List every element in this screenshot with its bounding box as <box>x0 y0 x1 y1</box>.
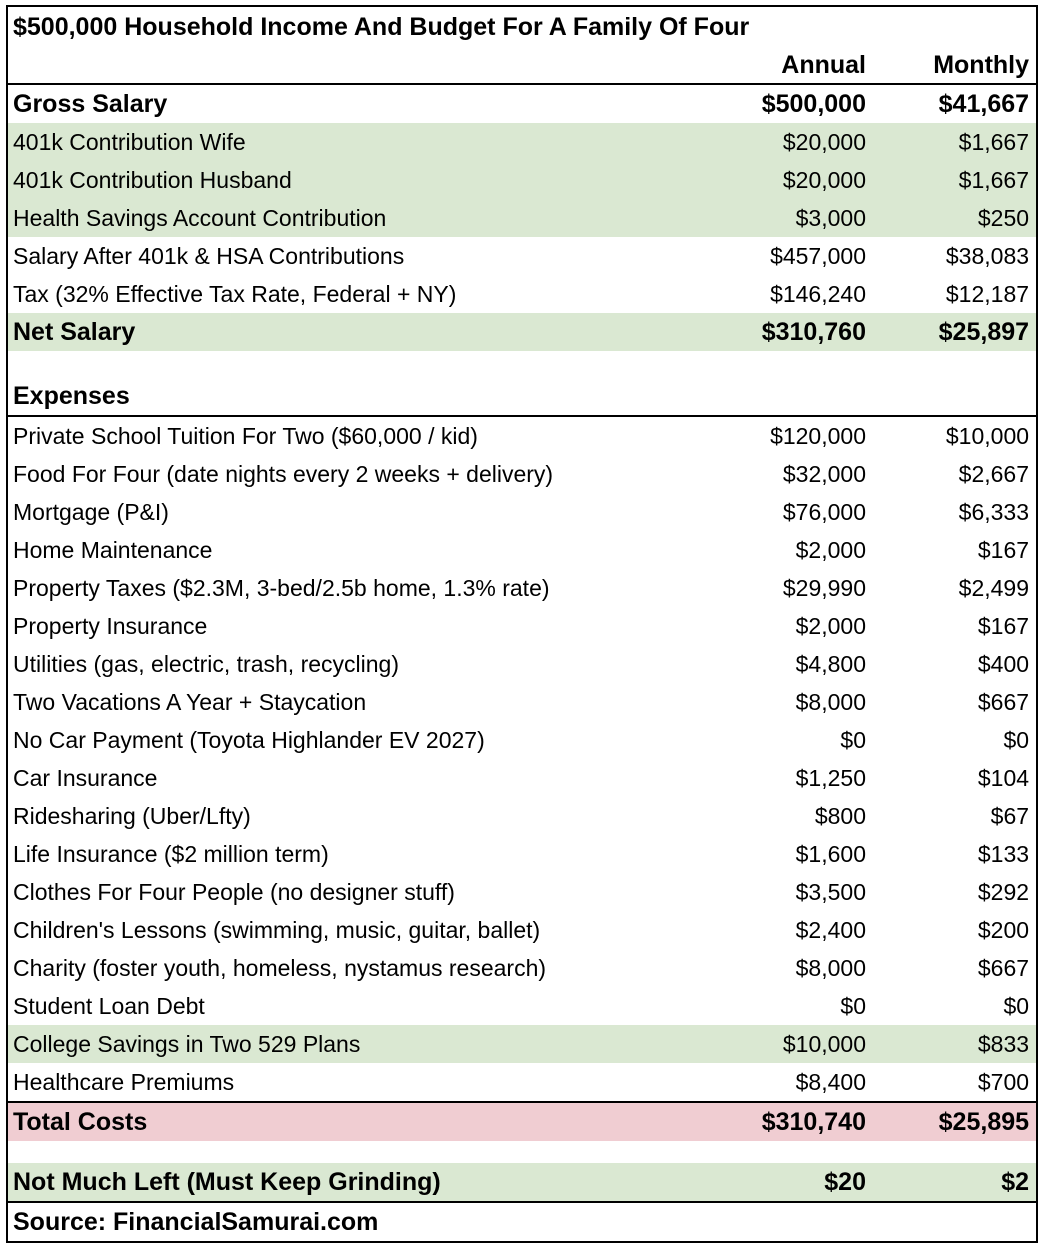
section-heading-annual <box>709 377 873 416</box>
section-heading-label: Expenses <box>7 377 709 416</box>
table-title-row <box>7 6 1037 47</box>
spacer-row <box>7 1141 1037 1163</box>
table-row <box>7 275 1037 313</box>
table-row <box>7 1063 1037 1102</box>
column-header-row <box>7 47 1037 84</box>
table-row-net-salary <box>7 313 1037 351</box>
row-label: Children's Lessons (swimming, music, guitar, ballet) <box>7 911 709 949</box>
row-label: Net Salary <box>7 313 709 351</box>
row-label: Private School Tuition For Two ($60,000 / kid) <box>7 416 709 455</box>
row-label: Tax (32% Effective Tax Rate, Federal + NY) <box>7 275 709 313</box>
row-monthly-value: $1,667 <box>873 161 1037 199</box>
row-annual-value: $2,400 <box>709 911 873 949</box>
row-label: Ridesharing (Uber/Lfty) <box>7 797 709 835</box>
row-annual-value: $146,240 <box>709 275 873 313</box>
page-title: $500,000 Household Income And Budget For A Family Of Four <box>7 6 1037 47</box>
table-row <box>7 607 1037 645</box>
row-monthly-value: $41,667 <box>873 84 1037 123</box>
row-label: Property Insurance <box>7 607 709 645</box>
row-monthly-value: $833 <box>873 1025 1037 1063</box>
row-annual-value: $500,000 <box>709 84 873 123</box>
row-label: Food For Four (date nights every 2 weeks + delivery) <box>7 455 709 493</box>
row-monthly-value: $25,895 <box>873 1102 1037 1141</box>
row-monthly-value: $25,897 <box>873 313 1037 351</box>
row-annual-value: $1,600 <box>709 835 873 873</box>
section-heading-monthly <box>873 377 1037 416</box>
row-monthly-value: $250 <box>873 199 1037 237</box>
row-annual-value: $8,000 <box>709 949 873 987</box>
row-label: Property Taxes ($2.3M, 3-bed/2.5b home, 1.3% rate) <box>7 569 709 607</box>
row-label: College Savings in Two 529 Plans <box>7 1025 709 1063</box>
row-annual-value: $20 <box>709 1163 873 1202</box>
spacer-cell <box>7 351 709 377</box>
spacer-cell <box>873 351 1037 377</box>
row-monthly-value: $700 <box>873 1063 1037 1102</box>
row-label: Salary After 401k & HSA Contributions <box>7 237 709 275</box>
row-label: Not Much Left (Must Keep Grinding) <box>7 1163 709 1202</box>
spacer-cell <box>709 1141 873 1163</box>
table-row <box>7 911 1037 949</box>
spacer-cell <box>7 1141 709 1163</box>
household-budget-table <box>6 5 1038 1243</box>
row-monthly-value: $2 <box>873 1163 1037 1202</box>
column-header-label <box>7 47 709 84</box>
column-header-annual: Annual <box>709 47 873 84</box>
row-monthly-value: $2,667 <box>873 455 1037 493</box>
row-annual-value: $3,000 <box>709 199 873 237</box>
row-label: 401k Contribution Husband <box>7 161 709 199</box>
table-row <box>7 835 1037 873</box>
table-row <box>7 493 1037 531</box>
table-row <box>7 645 1037 683</box>
row-label: 401k Contribution Wife <box>7 123 709 161</box>
table-row <box>7 759 1037 797</box>
row-annual-value: $0 <box>709 987 873 1025</box>
row-annual-value: $310,740 <box>709 1102 873 1141</box>
row-annual-value: $32,000 <box>709 455 873 493</box>
row-monthly-value: $167 <box>873 531 1037 569</box>
row-monthly-value: $2,499 <box>873 569 1037 607</box>
row-annual-value: $20,000 <box>709 161 873 199</box>
row-monthly-value: $6,333 <box>873 493 1037 531</box>
table-row-source <box>7 1202 1037 1242</box>
table-row <box>7 199 1037 237</box>
table-row <box>7 569 1037 607</box>
row-label: Utilities (gas, electric, trash, recycling) <box>7 645 709 683</box>
row-monthly-value: $133 <box>873 835 1037 873</box>
row-monthly-value: $0 <box>873 987 1037 1025</box>
table-row <box>7 237 1037 275</box>
row-label: Gross Salary <box>7 84 709 123</box>
source-attribution: Source: FinancialSamurai.com <box>7 1202 1037 1242</box>
row-label: Car Insurance <box>7 759 709 797</box>
row-annual-value: $2,000 <box>709 531 873 569</box>
row-annual-value: $1,250 <box>709 759 873 797</box>
row-monthly-value: $167 <box>873 607 1037 645</box>
table-row <box>7 797 1037 835</box>
table-row <box>7 123 1037 161</box>
row-label: Total Costs <box>7 1102 709 1141</box>
row-label: Two Vacations A Year + Staycation <box>7 683 709 721</box>
table-row <box>7 531 1037 569</box>
row-annual-value: $20,000 <box>709 123 873 161</box>
row-monthly-value: $400 <box>873 645 1037 683</box>
table-row <box>7 161 1037 199</box>
row-monthly-value: $12,187 <box>873 275 1037 313</box>
row-label: Charity (foster youth, homeless, nystamus research) <box>7 949 709 987</box>
table-row <box>7 949 1037 987</box>
row-annual-value: $4,800 <box>709 645 873 683</box>
row-label: Home Maintenance <box>7 531 709 569</box>
table-row <box>7 873 1037 911</box>
row-label: Student Loan Debt <box>7 987 709 1025</box>
row-label: Healthcare Premiums <box>7 1063 709 1102</box>
section-heading-expenses <box>7 377 1037 416</box>
spacer-cell <box>709 351 873 377</box>
row-label: Life Insurance ($2 million term) <box>7 835 709 873</box>
row-annual-value: $457,000 <box>709 237 873 275</box>
row-annual-value: $0 <box>709 721 873 759</box>
row-monthly-value: $38,083 <box>873 237 1037 275</box>
row-label: Health Savings Account Contribution <box>7 199 709 237</box>
spacer-cell <box>873 1141 1037 1163</box>
row-annual-value: $8,400 <box>709 1063 873 1102</box>
row-label: Clothes For Four People (no designer stuff) <box>7 873 709 911</box>
row-annual-value: $8,000 <box>709 683 873 721</box>
row-annual-value: $76,000 <box>709 493 873 531</box>
row-annual-value: $10,000 <box>709 1025 873 1063</box>
table-row <box>7 416 1037 455</box>
row-monthly-value: $200 <box>873 911 1037 949</box>
row-monthly-value: $0 <box>873 721 1037 759</box>
row-annual-value: $310,760 <box>709 313 873 351</box>
row-monthly-value: $1,667 <box>873 123 1037 161</box>
row-annual-value: $3,500 <box>709 873 873 911</box>
row-annual-value: $29,990 <box>709 569 873 607</box>
table-row <box>7 987 1037 1025</box>
row-monthly-value: $292 <box>873 873 1037 911</box>
table-row <box>7 455 1037 493</box>
row-annual-value: $800 <box>709 797 873 835</box>
table-row <box>7 721 1037 759</box>
row-annual-value: $2,000 <box>709 607 873 645</box>
row-monthly-value: $667 <box>873 949 1037 987</box>
table-row-gross-salary <box>7 84 1037 123</box>
table-row-remainder <box>7 1163 1037 1202</box>
row-annual-value: $120,000 <box>709 416 873 455</box>
column-header-monthly: Monthly <box>873 47 1037 84</box>
spacer-row <box>7 351 1037 377</box>
row-label: No Car Payment (Toyota Highlander EV 2027) <box>7 721 709 759</box>
row-monthly-value: $67 <box>873 797 1037 835</box>
row-monthly-value: $10,000 <box>873 416 1037 455</box>
row-monthly-value: $104 <box>873 759 1037 797</box>
table-row-total-costs <box>7 1102 1037 1141</box>
row-monthly-value: $667 <box>873 683 1037 721</box>
table-row <box>7 683 1037 721</box>
row-label: Mortgage (P&I) <box>7 493 709 531</box>
table-row <box>7 1025 1037 1063</box>
